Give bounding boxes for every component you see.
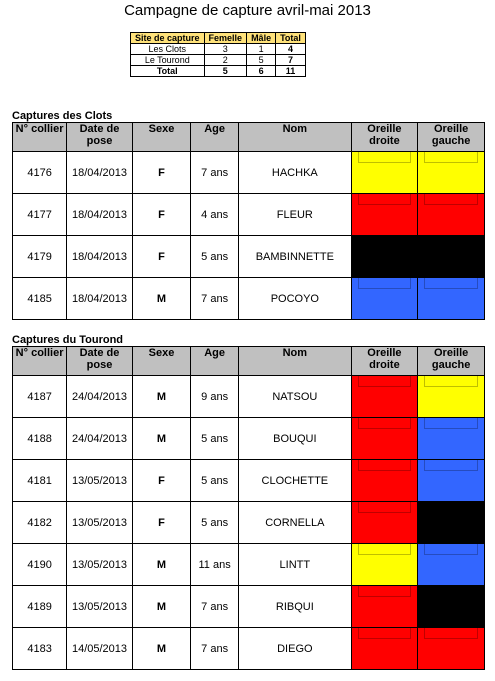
- age-cell: 7 ans: [191, 628, 239, 670]
- left-ear-tag-tab: [424, 418, 478, 429]
- left-ear-tag-swatch: [418, 502, 484, 543]
- nom-cell: RIBQUI: [239, 586, 352, 628]
- column-header-sexe: Sexe: [132, 123, 190, 152]
- age-cell: 5 ans: [191, 460, 239, 502]
- right-ear-tag-swatch: [352, 152, 418, 193]
- table-row: [13, 376, 485, 418]
- clots-table: [12, 122, 485, 320]
- column-header-collier: N° collier: [13, 123, 67, 152]
- summary-male: 1: [247, 44, 276, 55]
- sexe-cell: M: [132, 418, 190, 460]
- sexe-cell: M: [132, 544, 190, 586]
- age-cell: 5 ans: [191, 502, 239, 544]
- header-row: [13, 347, 485, 376]
- left-ear-tag-tab: [424, 502, 478, 513]
- sexe-cell: F: [132, 502, 190, 544]
- age-cell: 7 ans: [191, 586, 239, 628]
- age-cell: 4 ans: [191, 194, 239, 236]
- age-cell: 7 ans: [191, 152, 239, 194]
- left-ear-tag-tab: [424, 194, 478, 205]
- left-ear-tag-swatch: [418, 418, 484, 459]
- table-row: [13, 278, 485, 320]
- right-ear-tag-cell: [351, 418, 418, 460]
- left-ear-tag-swatch: [418, 460, 484, 501]
- summary-site: Le Tourond: [131, 55, 205, 66]
- left-ear-tag-tab: [424, 586, 478, 597]
- table-row: [13, 628, 485, 670]
- nom-cell: POCOYO: [239, 278, 352, 320]
- right-ear-tag-tab: [358, 586, 412, 597]
- sexe-cell: M: [132, 376, 190, 418]
- nom-cell: BAMBINNETTE: [239, 236, 352, 278]
- right-ear-tag-tab: [358, 194, 412, 205]
- right-ear-tag-cell: [351, 152, 418, 194]
- date-cell: 24/04/2013: [67, 418, 133, 460]
- left-ear-tag-tab: [424, 152, 478, 163]
- left-ear-tag-cell: [418, 586, 485, 628]
- right-ear-tag-cell: [351, 460, 418, 502]
- collier-cell: 4182: [13, 502, 67, 544]
- left-ear-tag-cell: [418, 418, 485, 460]
- left-ear-tag-swatch: [418, 628, 484, 669]
- left-ear-tag-swatch: [418, 376, 484, 417]
- date-cell: 13/05/2013: [67, 544, 133, 586]
- left-ear-tag-tab: [424, 460, 478, 471]
- left-ear-tag-cell: [418, 628, 485, 670]
- collier-cell: 4176: [13, 152, 67, 194]
- left-ear-tag-cell: [418, 236, 485, 278]
- column-header-oreille-droite: Oreille droite: [351, 123, 418, 152]
- section-title-tourond: Captures du Tourond: [12, 334, 124, 346]
- right-ear-tag-tab: [358, 152, 412, 163]
- collier-cell: 4190: [13, 544, 67, 586]
- right-ear-tag-cell: [351, 194, 418, 236]
- summary-row-total: [131, 66, 306, 77]
- column-header-oreille-gauche: Oreille gauche: [418, 123, 485, 152]
- right-ear-tag-swatch: [352, 236, 418, 277]
- date-cell: 13/05/2013: [67, 586, 133, 628]
- table-row: [13, 460, 485, 502]
- table-row: [13, 194, 485, 236]
- right-ear-tag-tab: [358, 278, 412, 289]
- summary-header-male: Mâle: [247, 33, 276, 44]
- right-ear-tag-tab: [358, 376, 412, 387]
- left-ear-tag-tab: [424, 544, 478, 555]
- left-ear-tag-tab: [424, 236, 478, 247]
- summary-total: 11: [276, 66, 306, 77]
- nom-cell: DIEGO: [239, 628, 352, 670]
- summary-table: [130, 32, 306, 77]
- summary-row-tourond: [131, 55, 306, 66]
- table-row: [13, 152, 485, 194]
- left-ear-tag-swatch: [418, 586, 484, 627]
- table-row: [13, 586, 485, 628]
- page-title: Campagne de capture avril-mai 2013: [124, 2, 371, 19]
- right-ear-tag-swatch: [352, 502, 418, 543]
- column-header-date: Date de pose: [67, 347, 133, 376]
- left-ear-tag-cell: [418, 544, 485, 586]
- table-row: [13, 418, 485, 460]
- sexe-cell: F: [132, 194, 190, 236]
- right-ear-tag-tab: [358, 460, 412, 471]
- right-ear-tag-cell: [351, 586, 418, 628]
- header-row: [13, 123, 485, 152]
- column-header-sexe: Sexe: [132, 347, 190, 376]
- left-ear-tag-swatch: [418, 278, 484, 319]
- table-row: [13, 502, 485, 544]
- nom-cell: CORNELLA: [239, 502, 352, 544]
- sexe-cell: M: [132, 586, 190, 628]
- right-ear-tag-tab: [358, 418, 412, 429]
- date-cell: 14/05/2013: [67, 628, 133, 670]
- right-ear-tag-swatch: [352, 586, 418, 627]
- left-ear-tag-swatch: [418, 194, 484, 235]
- summary-femelle: 2: [204, 55, 247, 66]
- collier-cell: 4179: [13, 236, 67, 278]
- summary-femelle: 5: [204, 66, 247, 77]
- age-cell: 7 ans: [191, 278, 239, 320]
- right-ear-tag-tab: [358, 544, 412, 555]
- nom-cell: FLEUR: [239, 194, 352, 236]
- right-ear-tag-cell: [351, 278, 418, 320]
- right-ear-tag-swatch: [352, 418, 418, 459]
- summary-male: 6: [247, 66, 276, 77]
- left-ear-tag-cell: [418, 194, 485, 236]
- summary-male: 5: [247, 55, 276, 66]
- column-header-age: Age: [191, 347, 239, 376]
- summary-header-total: Total: [276, 33, 306, 44]
- right-ear-tag-swatch: [352, 376, 418, 417]
- sexe-cell: M: [132, 628, 190, 670]
- column-header-oreille-gauche: Oreille gauche: [418, 347, 485, 376]
- sexe-cell: F: [132, 152, 190, 194]
- collier-cell: 4183: [13, 628, 67, 670]
- column-header-collier: N° collier: [13, 347, 67, 376]
- right-ear-tag-swatch: [352, 460, 418, 501]
- collier-cell: 4185: [13, 278, 67, 320]
- left-ear-tag-tab: [424, 278, 478, 289]
- tourond-table: [12, 346, 485, 670]
- sexe-cell: F: [132, 236, 190, 278]
- right-ear-tag-cell: [351, 236, 418, 278]
- right-ear-tag-tab: [358, 236, 412, 247]
- collier-cell: 4177: [13, 194, 67, 236]
- summary-header-site: Site de capture: [131, 33, 205, 44]
- nom-cell: CLOCHETTE: [239, 460, 352, 502]
- sexe-cell: M: [132, 278, 190, 320]
- nom-cell: LINTT: [239, 544, 352, 586]
- right-ear-tag-tab: [358, 502, 412, 513]
- right-ear-tag-swatch: [352, 544, 418, 585]
- summary-site: Total: [131, 66, 205, 77]
- date-cell: 24/04/2013: [67, 376, 133, 418]
- age-cell: 11 ans: [191, 544, 239, 586]
- right-ear-tag-cell: [351, 628, 418, 670]
- nom-cell: BOUQUI: [239, 418, 352, 460]
- date-cell: 18/04/2013: [67, 152, 133, 194]
- date-cell: 13/05/2013: [67, 460, 133, 502]
- date-cell: 18/04/2013: [67, 236, 133, 278]
- left-ear-tag-swatch: [418, 544, 484, 585]
- age-cell: 5 ans: [191, 236, 239, 278]
- date-cell: 13/05/2013: [67, 502, 133, 544]
- left-ear-tag-cell: [418, 376, 485, 418]
- sexe-cell: F: [132, 460, 190, 502]
- right-ear-tag-tab: [358, 628, 412, 639]
- left-ear-tag-tab: [424, 376, 478, 387]
- right-ear-tag-cell: [351, 544, 418, 586]
- left-ear-tag-cell: [418, 460, 485, 502]
- summary-header-row: [131, 33, 306, 44]
- summary-header-femelle: Femelle: [204, 33, 247, 44]
- right-ear-tag-swatch: [352, 194, 418, 235]
- left-ear-tag-swatch: [418, 236, 484, 277]
- nom-cell: HACHKA: [239, 152, 352, 194]
- column-header-oreille-droite: Oreille droite: [351, 347, 418, 376]
- column-header-date: Date de pose: [67, 123, 133, 152]
- table-row: [13, 236, 485, 278]
- nom-cell: NATSOU: [239, 376, 352, 418]
- section-title-clots: Captures des Clots: [12, 110, 113, 122]
- right-ear-tag-cell: [351, 376, 418, 418]
- date-cell: 18/04/2013: [67, 194, 133, 236]
- age-cell: 5 ans: [191, 418, 239, 460]
- left-ear-tag-cell: [418, 278, 485, 320]
- column-header-nom: Nom: [239, 347, 352, 376]
- age-cell: 9 ans: [191, 376, 239, 418]
- column-header-nom: Nom: [239, 123, 352, 152]
- right-ear-tag-swatch: [352, 278, 418, 319]
- summary-site: Les Clots: [131, 44, 205, 55]
- table-row: [13, 544, 485, 586]
- date-cell: 18/04/2013: [67, 278, 133, 320]
- summary-total: 4: [276, 44, 306, 55]
- summary-femelle: 3: [204, 44, 247, 55]
- summary-total: 7: [276, 55, 306, 66]
- left-ear-tag-cell: [418, 152, 485, 194]
- collier-cell: 4189: [13, 586, 67, 628]
- collier-cell: 4188: [13, 418, 67, 460]
- collier-cell: 4187: [13, 376, 67, 418]
- column-header-age: Age: [191, 123, 239, 152]
- left-ear-tag-cell: [418, 502, 485, 544]
- left-ear-tag-tab: [424, 628, 478, 639]
- summary-row-clots: [131, 44, 306, 55]
- left-ear-tag-swatch: [418, 152, 484, 193]
- collier-cell: 4181: [13, 460, 67, 502]
- right-ear-tag-cell: [351, 502, 418, 544]
- right-ear-tag-swatch: [352, 628, 418, 669]
